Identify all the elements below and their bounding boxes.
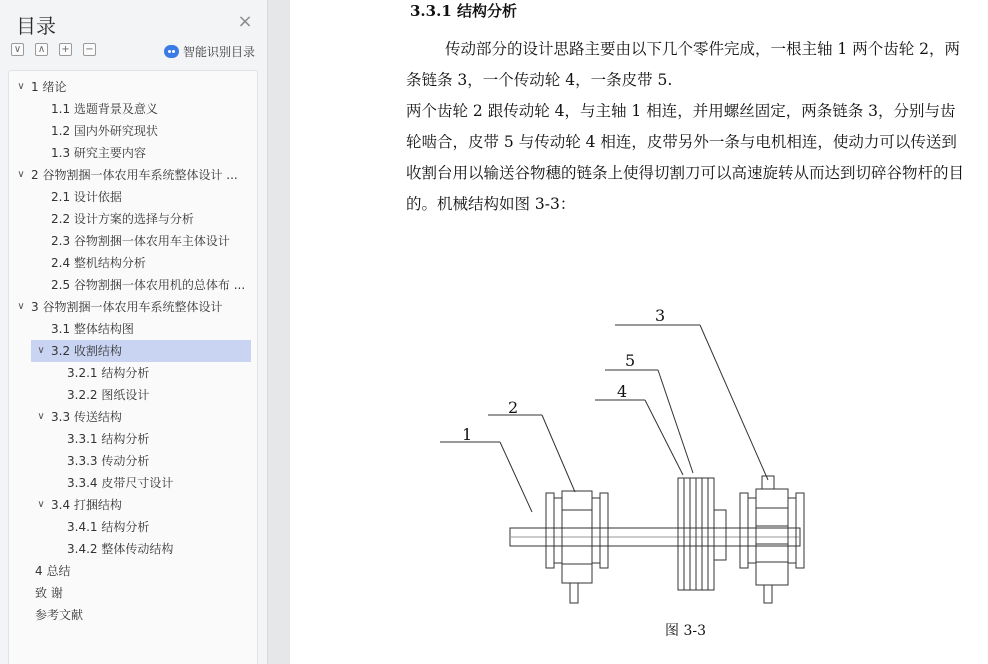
toc-item-label: 致 谢 [35, 586, 63, 600]
toc-item-1[interactable] [15, 76, 253, 98]
remove-entry-icon[interactable]: − [83, 43, 96, 56]
toc-item-label: 2 谷物割捆一体农用车系统整体设计 ... [31, 168, 238, 182]
toc-item-label: 1.2 国内外研究现状 [51, 124, 158, 138]
toc-item-3[interactable] [15, 296, 253, 318]
smart-identify-toc-button[interactable] [164, 43, 255, 59]
toc-item-3-3-4[interactable] [51, 472, 253, 494]
toc-item-label: 3.1 整体结构图 [51, 322, 134, 336]
toc-item-label: 3.3.3 传动分析 [67, 454, 150, 468]
toc-item-label: 3.3.4 皮带尺寸设计 [67, 476, 174, 490]
toc-item-3-4[interactable] [35, 494, 253, 516]
toc-item-label: 1.1 选题背景及意义 [51, 102, 158, 116]
toc-item-2[interactable] [15, 164, 253, 186]
collapse-all-icon[interactable]: ∨ [11, 43, 24, 56]
toc-item-3-4-2[interactable] [51, 538, 253, 560]
chevron-down-icon[interactable]: ∨ [37, 345, 45, 356]
toc-item-label: 3.3.1 结构分析 [67, 432, 150, 446]
toc-item-acknowledgements[interactable] [19, 582, 253, 604]
toc-item-label: 2.3 谷物割捆一体农用车主体设计 [51, 234, 230, 248]
toc-item-label: 3 谷物割捆一体农用车系统整体设计 [31, 300, 223, 314]
toc-item-3-4-1[interactable] [51, 516, 253, 538]
toc-item-label: 3.4 打捆结构 [51, 498, 122, 512]
toc-item-label: 3.3 传送结构 [51, 410, 122, 424]
toc-item-3-2-2[interactable] [51, 384, 253, 406]
chevron-down-icon[interactable]: ∨ [17, 169, 25, 180]
expand-level-icon[interactable]: ∧ [35, 43, 48, 56]
toc-item-label: 1.3 研究主要内容 [51, 146, 146, 160]
toc-item-1-3[interactable] [35, 142, 253, 164]
figure-label-2: 2 [508, 398, 519, 417]
toc-item-2-5[interactable] [35, 274, 253, 296]
figure-label-5: 5 [625, 351, 636, 370]
toc-item-3-3-3[interactable] [51, 450, 253, 472]
toc-item-label: 2.2 设计方案的选择与分析 [51, 212, 194, 226]
toc-item-1-2[interactable] [35, 120, 253, 142]
toc-item-label: 参考文献 [35, 608, 84, 622]
toc-item-2-2[interactable] [35, 208, 253, 230]
toc-item-label: 3.2 收割结构 [51, 344, 122, 358]
toc-tree [8, 70, 258, 664]
sidebar-title: 目录 [16, 14, 56, 38]
figure-label-1: 1 [462, 425, 473, 444]
toc-item-label: 3.4.1 结构分析 [67, 520, 150, 534]
toc-item-label: 4 总结 [35, 564, 71, 578]
mechanical-structure-figure [290, 290, 988, 620]
figure-label-4: 4 [617, 382, 628, 401]
toc-item-references[interactable] [19, 604, 253, 626]
chevron-down-icon[interactable]: ∨ [17, 81, 25, 92]
document-page [290, 0, 988, 664]
toc-item-3-2-1[interactable] [51, 362, 253, 384]
toc-item-3-3-1[interactable] [51, 428, 253, 450]
toc-item-label: 1 绪论 [31, 80, 67, 94]
chevron-down-icon[interactable]: ∨ [37, 411, 45, 422]
toc-item-2-1[interactable] [35, 186, 253, 208]
add-entry-icon[interactable]: + [59, 43, 72, 56]
toc-item-2-3[interactable] [35, 230, 253, 252]
toc-item-label: 3.2.1 结构分析 [67, 366, 150, 380]
toc-sidebar [0, 0, 268, 664]
toc-item-label: 2.4 整机结构分析 [51, 256, 146, 270]
toc-item-label: 2.5 谷物割捆一体农用机的总体布 ... [51, 278, 246, 292]
ai-robot-icon [164, 45, 179, 58]
close-icon[interactable]: × [237, 11, 253, 32]
paragraph-2: 两个齿轮 2 跟传动轮 4，与主轴 1 相连，并用螺丝固定，两条链条 3，分别与齿轮啮合，皮带 5 与传动轮 4 相连，皮带另外一条与电机相连，使动力可以传送到收割台用以输送谷物穗的链条上使得切割刀可以高速旋转从而达到切碎谷物杆的目的。机械结构如图 3-3： [406, 102, 965, 213]
toc-item-label: 2.1 设计依据 [51, 190, 122, 204]
toc-item-3-1[interactable] [35, 318, 253, 340]
figure-label-3: 3 [655, 306, 666, 325]
smart-identify-label: 智能识别目录 [183, 44, 256, 59]
toc-item-1-1[interactable] [35, 98, 253, 120]
paragraph-1: 传动部分的设计思路主要由以下几个零件完成，一根主轴 1 两个齿轮 2，两条链条 3，一个传动轮 4，一条皮带 5. [406, 40, 961, 89]
figure-caption: 图 3-3 [665, 623, 706, 639]
toc-item-3-3[interactable] [35, 406, 253, 428]
toc-item-3-2-selected[interactable] [31, 340, 251, 362]
chevron-down-icon[interactable]: ∨ [37, 499, 45, 510]
toc-item-label: 3.2.2 图纸设计 [67, 388, 150, 402]
toc-item-label: 3.4.2 整体传动结构 [67, 542, 174, 556]
toc-item-4[interactable] [19, 560, 253, 582]
chevron-down-icon[interactable]: ∨ [17, 301, 25, 312]
toc-item-2-4[interactable] [35, 252, 253, 274]
section-heading: 3.3.1 结构分析 [410, 2, 517, 20]
